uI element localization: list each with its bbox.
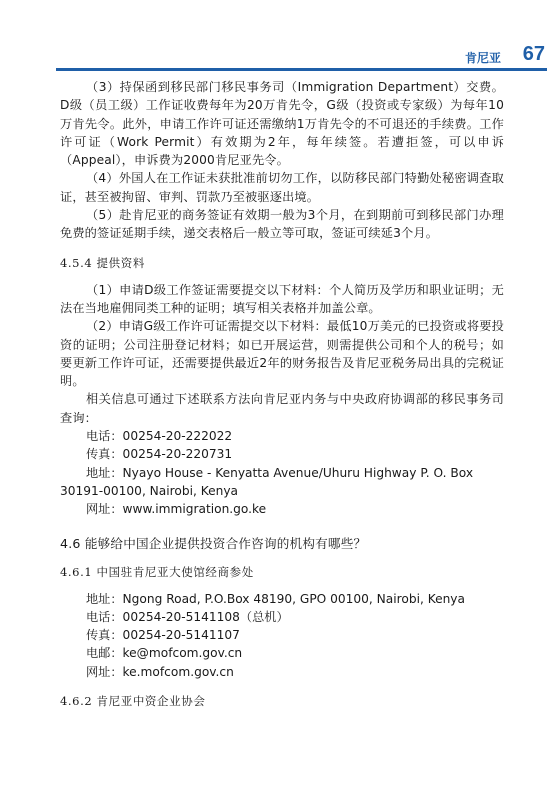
section-heading-4-6-2: 4.6.2 肯尼亚中资企业协会 <box>60 694 206 709</box>
immigration-contact <box>60 427 504 518</box>
immigration-phone: 电话：00254-20-222022 <box>86 429 233 444</box>
page-number: 67 <box>522 43 545 65</box>
paragraph-work-warning: （4）外国人在工作证未获批准前切勿工作，以防移民部门特勤处秘密调查取证，甚至被拘留、审判、罚款乃至被驱逐出境。 <box>60 171 504 204</box>
embassy-email: 电邮：ke@mofcom.gov.cn <box>86 646 243 661</box>
paragraph-inquiry: 相关信息可通过下述联系方法向肯尼亚内务与中央政府协调部的移民事务司查询： <box>60 392 504 425</box>
embassy-fax: 传真：00254-20-5141107 <box>86 628 240 643</box>
immigration-website: 网址：www.immigration.go.ke <box>86 502 267 517</box>
paragraph-business-visa: （5）赴肯尼亚的商务签证有效期一般为3个月，在到期前可到移民部门办理免费的签证延期手续，递交表格后一般立等可取，签证可续延3个月。 <box>60 208 504 241</box>
paragraph-d-class-materials: （1）申请D级工作签证需要提交以下材料：个人简历及学历和职业证明；无法在当地雇佣同类工种的证明；填写相关表格并加盖公章。 <box>60 282 504 315</box>
embassy-website: 网址：ke.mofcom.gov.cn <box>86 664 234 679</box>
header-country: 肯尼亚 <box>464 51 501 65</box>
embassy-phone: 电话：00254-20-5141108（总机） <box>86 609 289 624</box>
page-content <box>60 78 504 719</box>
section-heading-4-6-1: 4.6.1 中国驻肯尼亚大使馆经商参处 <box>60 564 254 579</box>
immigration-address-line1: 地址：Nyayo House - Kenyatta Avenue/Uhuru Highway P. O. Box <box>86 465 474 480</box>
immigration-fax: 传真：00254-20-220731 <box>86 447 233 462</box>
section-heading-4-5-4: 4.5.4 提供资料 <box>60 255 145 270</box>
header-divider <box>56 68 547 71</box>
paragraph-work-permit-fee: （3）持保函到移民部门移民事务司（Immigration Department）交费。D级（员工级）工作证收费每年为20万肯先令，G级（投资或专家级）为每年10万肯先令。此外，申请工作许可证还需缴纳1万肯先令的不可退还的手续费。工作许可证（Work Permit）有效期为2年，每年续签。若遭拒签，可以申诉（Appeal），申诉费为2000肯尼亚先令。 <box>60 80 504 168</box>
embassy-address: 地址：Ngong Road, P.O.Box 48190, GPO 00100, Nairobi, Kenya <box>86 591 465 606</box>
paragraph-g-class-materials: （2）申请G级工作许可证需提交以下材料：最低10万美元的已投资或将要投资的证明；公司注册登记材料；如已开展运营，则需提供公司和个人的税号；如要更新工作许可证，还需要提供最近2年的财务报告及肯尼亚税务局出具的完税证明。 <box>60 319 504 389</box>
embassy-contact <box>60 590 504 681</box>
immigration-address-line2: 30191-00100, Nairobi, Kenya <box>60 483 239 498</box>
section-heading-4-6: 4.6 能够给中国企业提供投资合作咨询的机构有哪些？ <box>60 535 367 551</box>
